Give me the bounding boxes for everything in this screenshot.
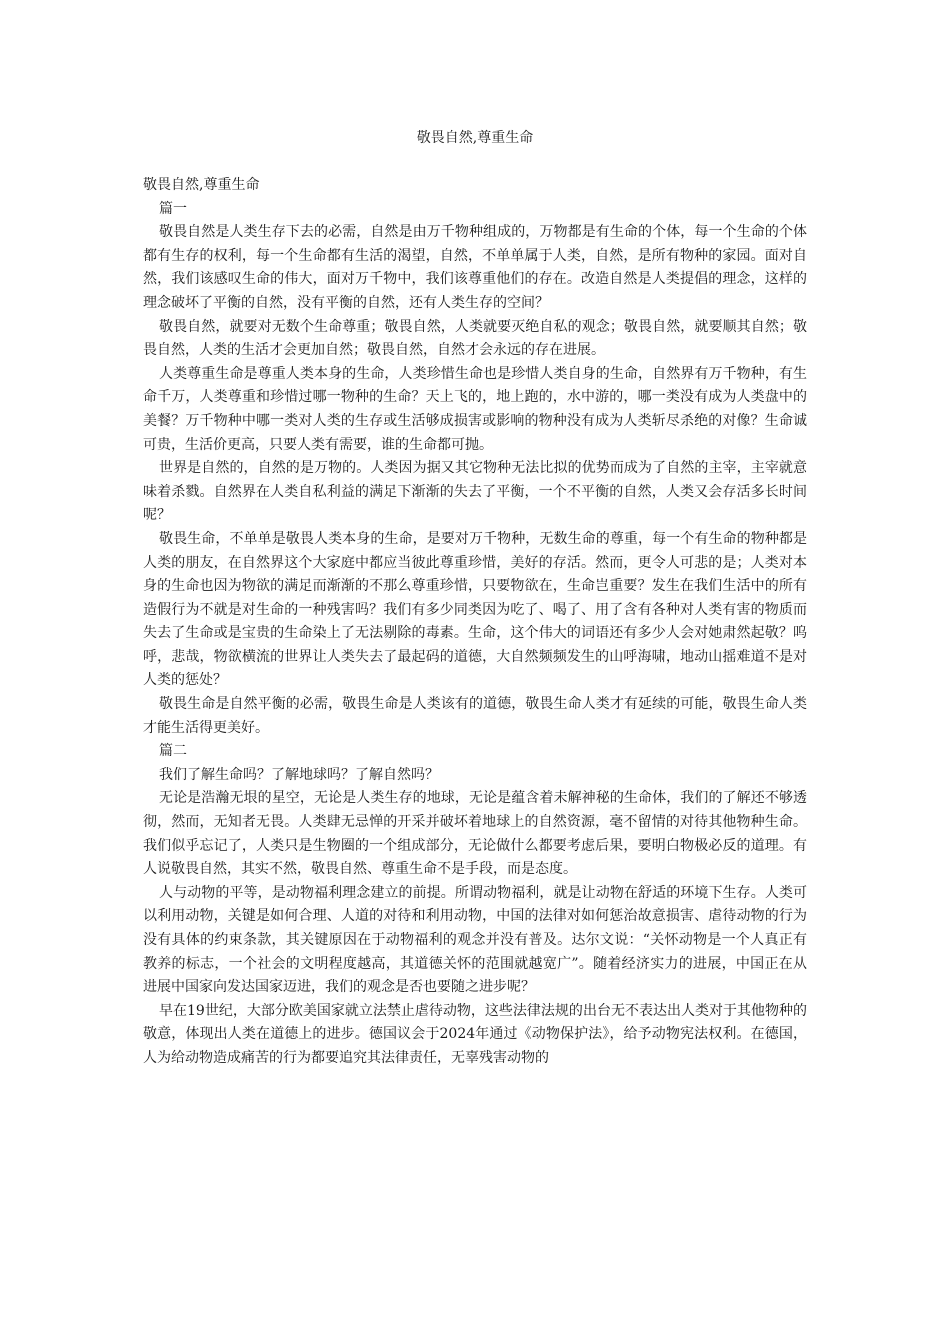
document-body [143,174,807,1071]
paragraph: 人与动物的平等，是动物福利理念建立的前提。所谓动物福利，就是让动物在舒适的环境下生存。人类可以利用动物，关键是如何合理、人道的对待和利用动物，中国的法律对如何惩治故意损害、虐待动物的行为没有具体的约束条款，其关键原因在于动物福利的观念并没有普及。达尔文说：“关怀动物是一个人真正有教养的标志，一个社会的文明程度越高，其道德关怀的范围就越宽广”。随着经济实力的进展，中国正在从进展中国家向发达国家迈进，我们的观念是否也要随之进步呢？ [143,884,807,996]
document-title: 敬畏自然,尊重生命 [416,130,534,146]
paragraph: 敬畏自然是人类生存下去的必需，自然是由万千物种组成的，万物都是有生命的个体，每一个生命的个体都有生存的权利，每一个生命都有生活的渴望，自然，不单单属于人类，自然，是所有物种的家园。面对自然，我们该感叹生命的伟大，面对万千物中，我们该尊重他们的存在。改造自然是人类提倡的理念，这样的理念破坏了平衡的自然，没有平衡的自然，还有人类生存的空间？ [143,224,807,311]
paragraph: 敬畏生命是自然平衡的必需，敬畏生命是人类该有的道德，敬畏生命人类才有延续的可能，敬畏生命人类才能生活得更美好。 [143,696,807,736]
paragraph: 敬畏自然，就要对无数个生命尊重；敬畏自然，人类就要灭绝自私的观念；敬畏自然，就要顺其自然；敬畏自然，人类的生活才会更加自然；敬畏自然，自然才会永远的存在进展。 [143,318,807,359]
paragraph: 无论是浩瀚无垠的星空，无论是人类生存的地球，无论是蕴含着未解神秘的生命体，我们的了解还不够透彻，然而，无知者无畏。人类肆无忌惮的开采并破坏着地球上的自然资源，毫不留情的对待其他物种生命。我们似乎忘记了，人类只是生物圈的一个组成部分，无论做什么都要考虑后果，要明白物极必反的道理。有人说敬畏自然，其实不然，敬畏自然、尊重生命不是手段，而是态度。 [143,790,807,878]
section-heading: 篇二 [159,743,187,760]
section-heading: 篇一 [159,200,187,217]
document-subtitle: 敬畏自然,尊重生命 [143,177,260,193]
paragraph: 人类尊重生命是尊重人类本身的生命，人类珍惜生命也是珍惜人类自身的生命，自然界有万千物种，有生命千万，人类尊重和珍惜过哪一物种的生命？天上飞的，地上跑的，水中游的，哪一类没有成为人类盘中的美餐？万千物种中哪一类对人类的生存或生活够成损害或影响的物种没有成为人类斩尽杀绝的对像？生命诚可贵，生活价更高，只要人类有需要，谁的生命都可抛。 [143,365,807,453]
paragraph: 敬畏生命，不单单是敬畏人类本身的生命，是要对万千物种，无数生命的尊重，每一个有生命的物种都是人类的朋友，在自然界这个大家庭中都应当彼此尊重珍惜，美好的存活。然而，更令人可悲的是；人类对本身的生命也因为物欲的满足而渐渐的不那么尊重珍惜，只要物欲在，生命岂重要？发生在我们生活中的所有造假行为不就是对生命的一种残害吗？我们有多少同类因为吃了、喝了、用了含有各种对人类有害的物质而失去了生命或是宝贵的生命染上了无法剔除的毒素。生命，这个伟大的词语还有多少人会对她肃然起敬？呜呼，悲哉，物欲横流的世界让人类失去了最起码的道德，大自然频频发生的山呼海啸，地动山摇难道不是对人类的惩处？ [143,530,807,689]
paragraph: 世界是自然的，自然的是万物的。人类因为据又其它物种无法比拟的优势而成为了自然的主宰，主宰就意味着杀戮。自然界在人类自私利益的满足下渐渐的失去了平衡，一个不平衡的自然，人类又会存活多长时间呢？ [143,460,807,524]
paragraph: 我们了解生命吗？了解地球吗？了解自然吗？ [159,766,439,783]
paragraph: 早在19世纪，大部分欧美国家就立法禁止虐待动物，这些法律法规的出台无不表达出人类对于其他物种的敬意，体现出人类在道德上的进步。德国议会于2024年通过《动物保护法》，给予动物宪法权利。在德国，人为给动物造成痛苦的行为都要追究其法律责任，无辜残害动物的 [143,1002,807,1066]
